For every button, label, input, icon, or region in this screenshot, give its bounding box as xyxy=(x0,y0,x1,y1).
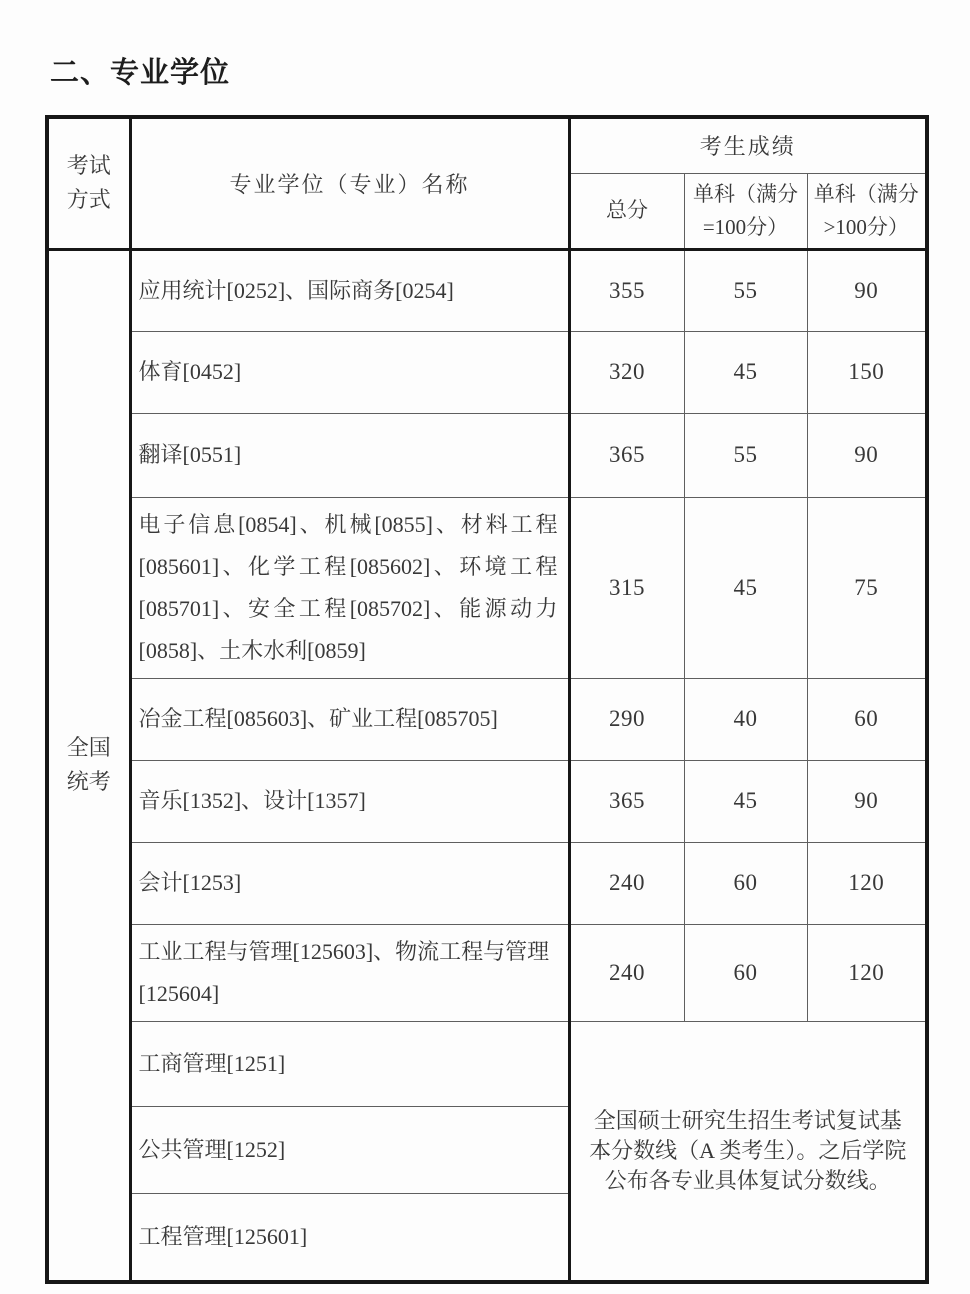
header-single-full100: 单科（满分=100分） xyxy=(684,173,807,249)
major-name: 冶金工程[085603]、矿业工程[085705] xyxy=(130,678,569,760)
single-over100-score: 90 xyxy=(807,760,927,842)
major-name: 会计[1253] xyxy=(130,842,569,924)
header-exam-method: 考试方式 xyxy=(47,117,130,249)
major-name: 音乐[1352]、设计[1357] xyxy=(130,760,569,842)
score-table xyxy=(45,115,929,1284)
total-score: 290 xyxy=(569,678,684,760)
header-score-group: 考生成绩 xyxy=(569,117,927,173)
single-over100-score: 120 xyxy=(807,842,927,924)
single-over100-score: 90 xyxy=(807,249,927,331)
major-name: 应用统计[0252]、国际商务[0254] xyxy=(130,249,569,331)
major-name: 工业工程与管理[125603]、物流工程与管理[125604] xyxy=(130,924,569,1021)
single-full100-score: 45 xyxy=(684,497,807,678)
total-score: 355 xyxy=(569,249,684,331)
total-score: 365 xyxy=(569,413,684,497)
major-name: 工商管理[1251] xyxy=(130,1021,569,1106)
single-full100-score: 45 xyxy=(684,331,807,413)
total-score: 365 xyxy=(569,760,684,842)
single-full100-score: 60 xyxy=(684,924,807,1021)
header-single-over100: 单科（满分>100分） xyxy=(807,173,927,249)
single-full100-score: 60 xyxy=(684,842,807,924)
total-score: 240 xyxy=(569,842,684,924)
single-full100-score: 45 xyxy=(684,760,807,842)
header-total-score: 总分 xyxy=(569,173,684,249)
header-name-column: 专业学位（专业）名称 xyxy=(130,117,569,249)
major-name: 公共管理[1252] xyxy=(130,1106,569,1193)
single-over100-score: 120 xyxy=(807,924,927,1021)
major-name: 电子信息[0854]、机械[0855]、材料工程[085601]、化学工程[085602]、环境工程[085701]、安全工程[085702]、能源动力[0858]、土木水利[0859] xyxy=(130,497,569,678)
total-score: 315 xyxy=(569,497,684,678)
single-over100-score: 75 xyxy=(807,497,927,678)
retest-note: 全国硕士研究生招生考试复试基本分数线（A 类考生）。之后学院公布各专业具体复试分数线。 xyxy=(569,1021,927,1282)
major-name: 工程管理[125601] xyxy=(130,1193,569,1282)
single-full100-score: 40 xyxy=(684,678,807,760)
major-name: 翻译[0551] xyxy=(130,413,569,497)
major-name: 体育[0452] xyxy=(130,331,569,413)
single-over100-score: 60 xyxy=(807,678,927,760)
exam-method-value: 全国统考 xyxy=(47,249,130,1282)
total-score: 240 xyxy=(569,924,684,1021)
single-full100-score: 55 xyxy=(684,249,807,331)
single-over100-score: 150 xyxy=(807,331,927,413)
page-title: 二、专业学位 xyxy=(50,57,231,89)
single-over100-score: 90 xyxy=(807,413,927,497)
total-score: 320 xyxy=(569,331,684,413)
single-full100-score: 55 xyxy=(684,413,807,497)
